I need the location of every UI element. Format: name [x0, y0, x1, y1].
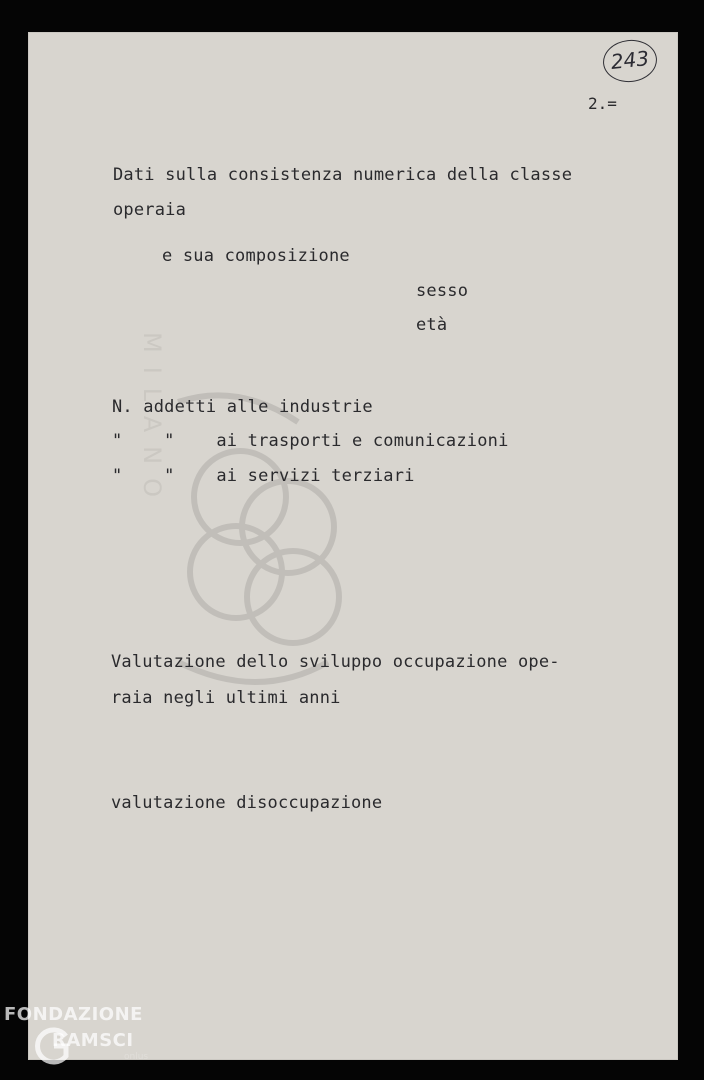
sex-line: sesso [416, 281, 469, 301]
logo-line-2: RAMSCI [52, 1030, 134, 1051]
employment-line-1: N. addetti alle industrie [112, 397, 373, 417]
unemployment-line: valutazione disoccupazione [111, 793, 383, 813]
age-line: età [416, 315, 448, 335]
heading-line-1: Dati sulla consistenza numerica della classe [113, 165, 573, 185]
fondazione-gramsci-logo [4, 1004, 184, 1074]
watermark-flower-icon [138, 362, 368, 742]
employment-line-2: " " ai trasporti e comunicazioni [112, 431, 509, 451]
composition-line: e sua composizione [162, 246, 350, 266]
employment-line-3: " " ai servizi terziari [112, 466, 415, 486]
heading-line-2: operaia [113, 200, 187, 220]
development-line-1: Valutazione dello sviluppo occupazione ope- [111, 652, 560, 672]
archive-number: 243 [609, 46, 651, 74]
page-number: 2.= [588, 94, 617, 113]
watermark-stamp-text: MILANO [138, 332, 166, 511]
document-page [28, 32, 678, 1060]
logo-line-1: FONDAZIONE [4, 1004, 143, 1025]
logo-sub: onlus [124, 1052, 149, 1062]
development-line-2: raia negli ultimi anni [111, 688, 341, 708]
